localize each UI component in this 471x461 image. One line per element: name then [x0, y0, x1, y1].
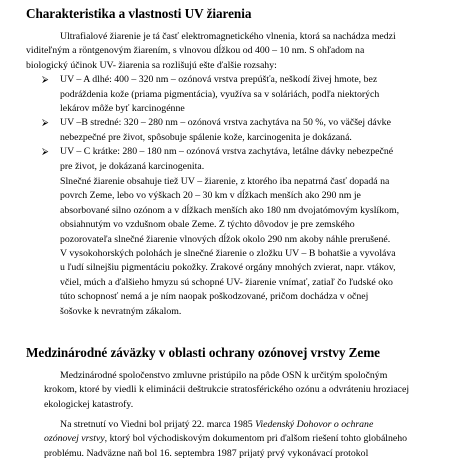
- text-line: V vysokohorských polohách je slnečné žiarenie o zložku UV – B bohatšie a vyvoláva: [60, 248, 396, 260]
- text-line: krokom, ktoré by viedli k eliminácii deštrukcie stratosférického ozónu a odvráteniu hroziacej: [44, 384, 410, 396]
- text-line: Medzinárodné spoločenstvo zmluvne pristúpilo na pôde OSN k určitým spoločným: [60, 370, 388, 381]
- arrow-bullet-icon: ⮚: [42, 75, 49, 86]
- convention-title: ozónovej vrstvy: [44, 433, 105, 445]
- text-line: nebezpečné pre život, spôsobuje spálenie kože, karcinogenita je dokázaná.: [60, 131, 352, 143]
- text-line: viditeľným a röntgenovým žiarením, s vlnovou dĺžkou od 400 – 10 nm. S ohľadom na: [26, 45, 365, 57]
- commitments-paragraph: [0, 369, 471, 412]
- text-line: podráždenia kože (priama pigmentácia), využíva sa v soláriách, podľa niektorých: [60, 88, 380, 100]
- text-line: túto schopnosť nemá a je ním naopak poškodzované, pričom dochádza v očnej: [60, 291, 369, 303]
- list-item-uvc: [0, 145, 471, 174]
- text-line: [0, 432, 471, 446]
- text-line: problému. Nadväzne naň bol 16. septembra 1987 prijatý prvý vykonávací protokol: [44, 447, 369, 459]
- section-heading-uv: Charakteristika a vlastnosti UV žiarenia: [26, 6, 252, 21]
- text-line: lekárov môže byť karcinogénne: [60, 103, 185, 115]
- convention-title: Viedenský Dohovor o ochrane: [255, 419, 374, 430]
- list-item-uva: [0, 73, 471, 116]
- text-line: absorbované silno ozónom a v dĺžkach menších ako 180 nm dvojatómovým kyslíkom,: [60, 204, 400, 216]
- text-run: , ktorý bol východiskovým dokumentom pri ďalšom riešení tohto globálneho: [104, 433, 408, 445]
- text-line: obsiahnutým vo vzdušnom obale Zeme. Z týchto dôvodov je pre zemského: [60, 219, 355, 231]
- list-item-uvb: [0, 116, 471, 145]
- text-line: ekologickej katastrofy.: [44, 398, 134, 410]
- text-line: [0, 418, 471, 432]
- text-line: UV – C krátke: 280 – 180 nm – ozónová vrstva zachytáva, letálne dávky nebezpečné: [60, 146, 394, 158]
- arrow-bullet-icon: ⮚: [42, 147, 49, 158]
- text-line: UV –B stredné: 320 – 280 nm – ozónová vrstva zachytáva na 50 %, vo väčšej dávke: [60, 117, 391, 129]
- text-line: pozorovateľa slnečné žiarenie vlnových dĺžok okolo 290 nm akoby náhle prerušené.: [60, 233, 391, 245]
- text-line: šošovke k nevratným zákalom.: [60, 305, 182, 317]
- text-line: povrch Zeme, lebo vo výškach 20 – 30 km v dĺžkach menších ako 290 nm je: [60, 190, 361, 202]
- text-line: včiel, múch a ďalšieho hmyzu sú schopné UV- žiarenie vnímať, zatiaľ čo ľudské oko: [60, 276, 393, 288]
- intro-paragraph: [0, 30, 471, 174]
- text-run: Na stretnutí vo Viedni bol prijatý 22. marca 1985: [60, 419, 256, 430]
- text-line: biologický účinok UV- žiarenia sa rozlišujú ešte ďalšie rozsahy:: [26, 59, 277, 71]
- text-line: u ľudí silnejšiu pigmentáciu pokožky. Zrakové orgány mnohých zvierat, napr. vtákov,: [60, 262, 396, 274]
- text-line: UV – A dlhé: 400 – 320 nm – ozónová vrstva prepúšťa, neškodí živej hmote, bez: [60, 74, 378, 86]
- text-line: Ultrafialové žiarenie je tá časť elektromagnetického vlnenia, ktorá sa nachádza medzi: [60, 31, 396, 42]
- solar-uv-paragraph: [0, 175, 471, 319]
- text-line: pre život, je dokázaná karcinogenita.: [60, 160, 205, 172]
- text-line: Slnečné žiarenie obsahuje tiež UV – žiarenie, z ktorého iba nepatrná časť dopadá na: [60, 176, 390, 187]
- vienna-paragraph: [0, 418, 471, 461]
- section-heading-ozone-commitments: Medzinárodné záväzky v oblasti ochrany ozónovej vrstvy Zeme: [26, 345, 380, 360]
- arrow-bullet-icon: ⮚: [42, 118, 49, 129]
